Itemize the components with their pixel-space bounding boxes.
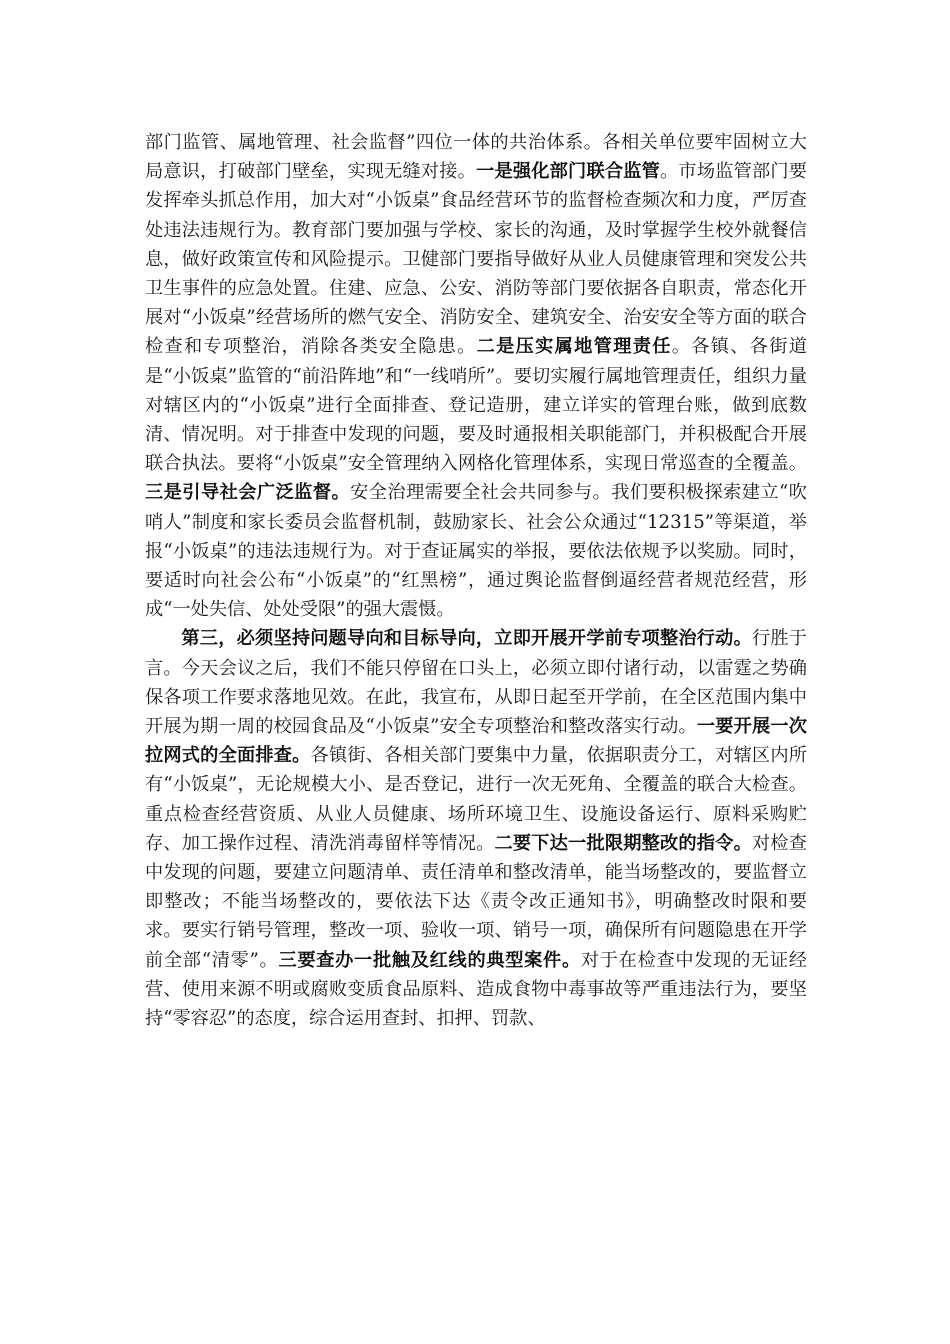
body-text: 对于在检查中发现的无证经营、使用来源不明或腐败变质食品原料、造成食物中毒事故等严重违法行为，要坚持“零容忍”的态度，综合运用查封、扣押、罚款、 <box>145 949 807 1030</box>
section-heading: 第三，必须坚持问题导向和目标导向，立即开展开学前专项整治行动。 <box>181 628 752 650</box>
document-body <box>145 128 807 1033</box>
body-text: 安全治理需要全社会共同参与。我们要积极探索建立“吹哨人”制度和家长委员会监督机制，鼓励家长、社会公众通过“12315”等渠道，举报“小饭桌”的违法违规行为。对于查证属实的举报，要依法依规予以奖励。同时，要适时向社会公布“小饭桌”的“红黑榜”，通过舆论监督倒逼经营者规范经营，形成“一处失信、处处受限”的强大震慑。 <box>145 482 807 621</box>
paragraph <box>145 128 807 624</box>
bold-heading: 三是引导社会广泛监督。 <box>145 482 351 504</box>
bold-heading: 一要开展一次拉网式的全面排查。 <box>145 716 807 767</box>
bold-heading: 二是压实属地管理责任 <box>476 336 672 358</box>
bold-heading: 三要查办一批触及红线的典型案件。 <box>278 949 581 971</box>
body-text: 对检查中发现的问题，要建立问题清单、责任清单和整改清单，能当场整改的，要监督立即整改；不能当场整改的，要依法下达《责令改正通知书》，明确整改时限和要求。要实行销号管理，整改一项、验收一项、销号一项，确保所有问题隐患在开学前全部“清零”。 <box>145 832 807 971</box>
bold-heading: 二要下达一批限期整改的指令。 <box>494 832 752 854</box>
body-text: 部门监管、属地管理、社会监督”四位一体的共治体系。各相关单位要牢固树立大局意识，打破部门壁垒，实现无缝对接。 <box>145 132 807 183</box>
paragraph <box>145 624 807 1033</box>
body-text: 。各镇、各街道是“小饭桌”监管的“前沿阵地”和“一线哨所”。要切实履行属地管理责任，组织力量对辖区内的“小饭桌”进行全面排查、登记造册，建立详实的管理台账，做到底数清、情况明。对于排查中发现的问题，要及时通报相关职能部门，并积极配合开展联合执法。要将“小饭桌”安全管理纳入网格化管理体系，实现日常巡查的全覆盖。 <box>145 336 807 475</box>
body-text: 行胜于言。今天会议之后，我们不能只停留在口头上，必须立即付诸行动，以雷霆之势确保各项工作要求落地见效。在此，我宣布，从即日起至开学前，在全区范围内集中开展为期一周的校园食品及“小饭桌”安全专项整治和整改落实行动。 <box>145 628 807 738</box>
body-text: 各镇街、各相关部门要集中力量，依据职责分工，对辖区内所有“小饭桌”，无论规模大小、是否登记，进行一次无死角、全覆盖的联合大检查。重点检查经营资质、从业人员健康、场所环境卫生、设施设备运行、原料采购贮存、加工操作过程、清洗消毒留样等情况。 <box>145 745 807 854</box>
body-text: 。市场监管部门要发挥牵头抓总作用，加大对“小饭桌”食品经营环节的监督检查频次和力度，严厉查处违法违规行为。教育部门要加强与学校、家长的沟通，及时掌握学生校外就餐信息，做好政策宣传和风险提示。卫健部门要指导做好从业人员健康管理和突发公共卫生事件的应急处置。住建、应急、公安、消防等部门要依据各自职责，常态化开展对“小饭桌”经营场所的燃气安全、消防安全、建筑安全、治安安全等方面的联合检查和专项整治，消除各类安全隐患。 <box>145 161 807 358</box>
bold-heading: 一是强化部门联合监管 <box>476 161 661 183</box>
